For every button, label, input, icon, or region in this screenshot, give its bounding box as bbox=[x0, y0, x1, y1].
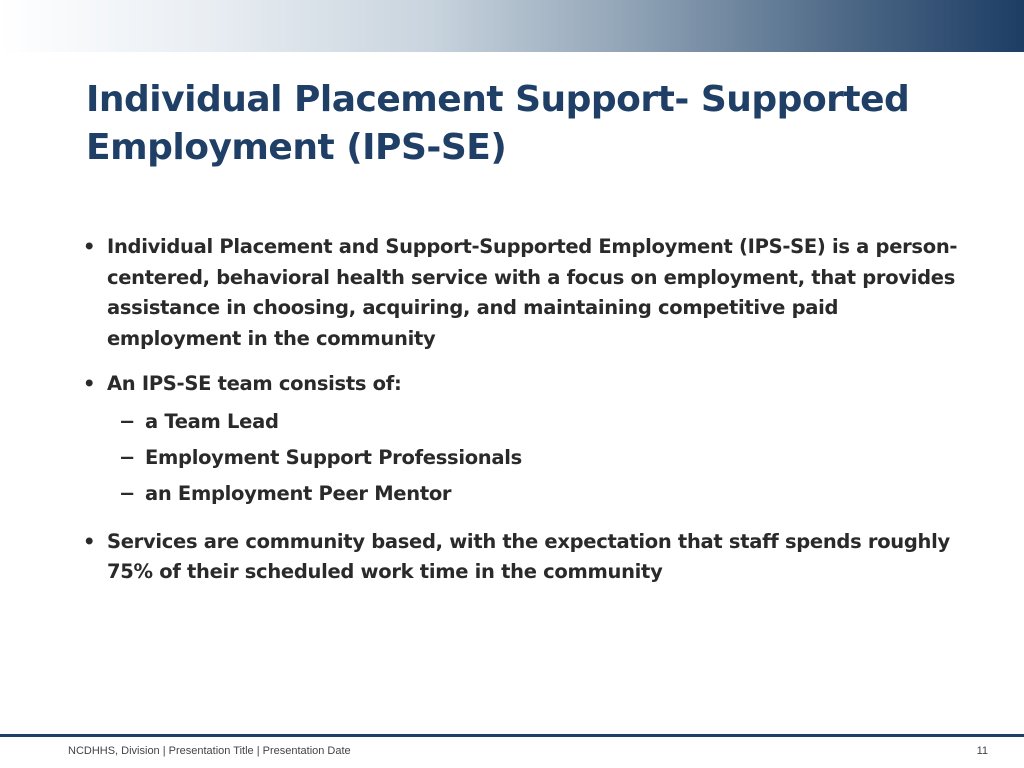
bullet-item-team bbox=[80, 369, 960, 512]
bullet-icon: • bbox=[83, 529, 96, 553]
footer-text: NCDHHS, Division | Presentation Title | Presentation Date bbox=[68, 745, 351, 757]
dash-icon: − bbox=[119, 445, 136, 469]
bullet-item-definition bbox=[80, 232, 960, 354]
sub-item-team-lead bbox=[107, 404, 960, 440]
sub-bullet-list bbox=[107, 404, 960, 512]
bullet-item-community bbox=[80, 527, 960, 588]
header-gradient-banner bbox=[0, 0, 1024, 52]
slide-title: Individual Placement Support- Supported Employment (IPS-SE) bbox=[86, 79, 910, 168]
footer-divider bbox=[0, 734, 1024, 737]
page-number: 11 bbox=[976, 745, 988, 757]
sub-item-text: a Team Lead bbox=[145, 409, 279, 433]
bullet-icon: • bbox=[83, 235, 96, 258]
sub-item-text: an Employment Peer Mentor bbox=[145, 481, 452, 505]
bullet-text: Individual Placement and Support-Supported Employment (IPS-SE) is a person-centered, behavioral health service with a focus on employment, that provides assistance in choosing, acquiring, and maintaining competitive paid employment in the community bbox=[107, 235, 958, 350]
dash-icon: − bbox=[119, 481, 136, 505]
bullet-text: An IPS-SE team consists of: bbox=[107, 372, 402, 395]
dash-icon: − bbox=[119, 409, 136, 433]
bullet-text: Services are community based, with the expectation that staff spends roughly 75% of their scheduled work time in the community bbox=[107, 529, 950, 583]
slide-body bbox=[80, 232, 960, 603]
sub-item-support-professionals bbox=[107, 440, 960, 476]
bullet-list bbox=[80, 232, 960, 588]
sub-item-peer-mentor bbox=[107, 476, 960, 512]
sub-item-text: Employment Support Professionals bbox=[145, 445, 522, 469]
bullet-icon: • bbox=[83, 372, 96, 395]
